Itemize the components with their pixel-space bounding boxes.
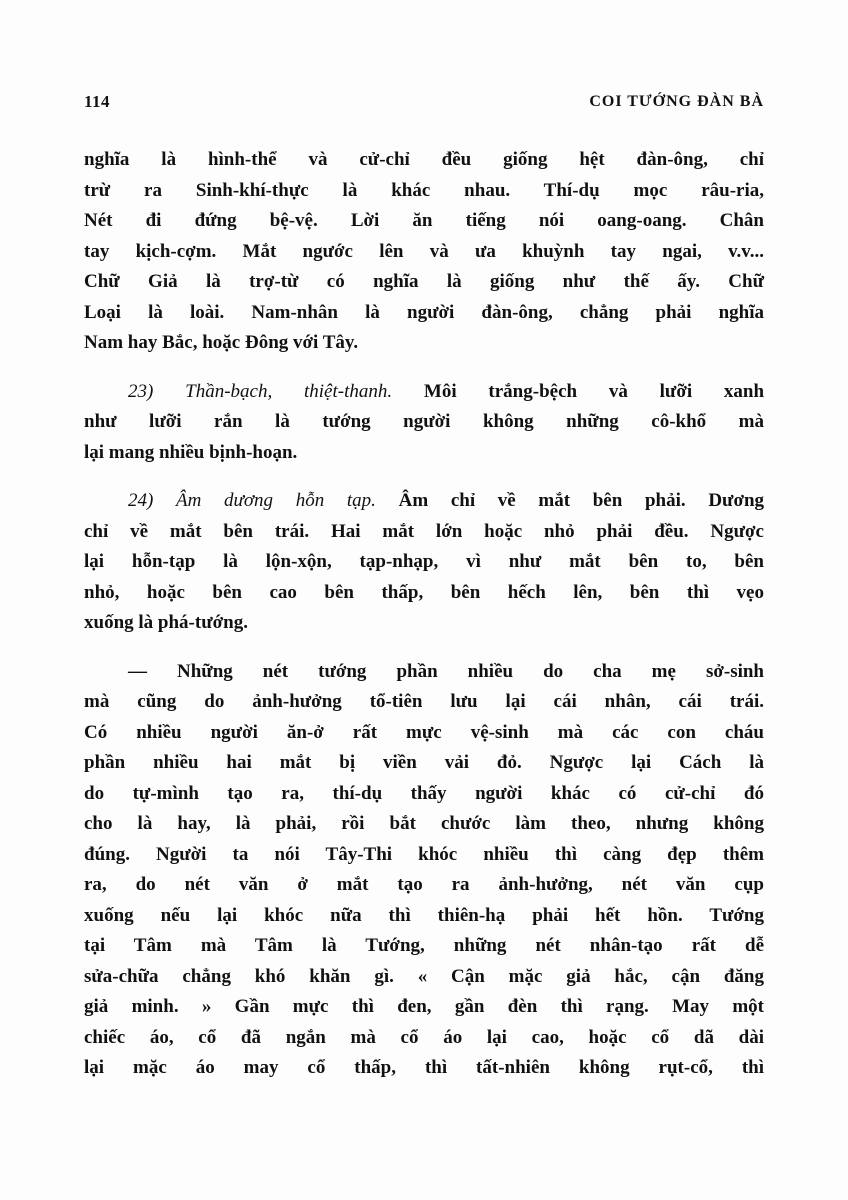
text-line: như lưỡi rắn là tướng người không những cô-khổ mà xyxy=(84,411,764,432)
paragraph-1 xyxy=(84,145,764,359)
text-line: đúng. Người ta nói Tây-Thi khóc nhiều thì càng đẹp thêm xyxy=(84,843,764,865)
item-text: Môi trắng-bệch và lưỡi xanh xyxy=(423,380,765,402)
paragraph-4 xyxy=(84,657,764,1084)
text-line: do tự-mình tạo ra, thí-dụ thấy người khác có cử-chỉ đó xyxy=(84,782,764,804)
text-line: xuống nếu lại khóc nữa thì thiên-hạ phải hết hồn. Tướng xyxy=(84,904,764,926)
text-line: Có nhiều người ăn-ở rất mực vệ-sinh mà các con cháu xyxy=(84,721,764,743)
paragraph-23 xyxy=(84,377,764,469)
text-line: mà cũng do ảnh-hưởng tổ-tiên lưu lại cái nhân, cái trái. xyxy=(84,691,764,712)
text-line: sửa-chữa chẳng khó khăn gì. « Cận mặc giả hắc, cận đăng xyxy=(84,965,764,987)
paragraph-gap xyxy=(84,639,764,657)
paragraph-gap xyxy=(84,468,764,486)
item-heading: Âm dương hỗn tạp. xyxy=(176,490,376,511)
page-number: 114 xyxy=(84,92,111,111)
item-heading: Thần-bạch, thiệt-thanh. xyxy=(185,380,393,402)
text-line: giả minh. » Gần mực thì đen, gần đèn thì rạng. May một xyxy=(84,996,764,1017)
paragraph-gap xyxy=(84,359,764,377)
text-line: Loại là loài. Nam-nhân là người đàn-ông, chẳng phải nghĩa xyxy=(84,301,764,323)
text-line: chiếc áo, cổ đã ngắn mà cổ áo lại cao, hoặc cổ dã dài xyxy=(84,1026,764,1048)
item-number: 24) xyxy=(128,490,154,511)
text-line: lại mặc áo may cổ thấp, thì tất-nhiên không rụt-cổ, thì xyxy=(84,1057,764,1078)
text-line: — Những nét tướng phần nhiều do cha mẹ sở-sinh xyxy=(128,660,764,682)
text-line: Chữ Giả là trợ-từ có nghĩa là giống như thế ấy. Chữ xyxy=(84,271,764,292)
text-line: trừ ra Sinh-khí-thực là khác nhau. Thí-dụ mọc râu-ria, xyxy=(84,179,764,201)
text-line xyxy=(84,486,764,517)
text-line: ra, do nét văn ở mắt tạo ra ảnh-hưởng, nét văn cụp xyxy=(84,874,764,895)
text-line: xuống là phá-tướng. xyxy=(84,612,248,633)
text-line xyxy=(84,377,764,408)
text-line: tay kịch-cợm. Mắt ngước lên và ưa khuỳnh tay ngai, v.v... xyxy=(84,240,764,262)
text-line: phần nhiều hai mắt bị viền vải đỏ. Ngược lại Cách là xyxy=(84,752,764,773)
text-line: chỉ về mắt bên trái. Hai mắt lớn hoặc nhỏ phải đều. Ngược xyxy=(84,520,764,542)
paragraph-24 xyxy=(84,486,764,639)
text-line: lại mang nhiều bịnh-hoạn. xyxy=(84,441,298,463)
text-line: Nét đi đứng bệ-vệ. Lời ăn tiếng nói oang-oang. Chân xyxy=(84,210,764,231)
page-body xyxy=(84,145,764,1084)
text-line: tại Tâm mà Tâm là Tướng, những nét nhân-tạo rất dễ xyxy=(84,935,764,956)
text-line: lại hỗn-tạp là lộn-xộn, tạp-nhạp, vì như mắt bên to, bên xyxy=(84,551,764,572)
text-line: nghĩa là hình-thể và cử-chỉ đều giống hệt đàn-ông, chỉ xyxy=(84,149,764,170)
page-header xyxy=(84,88,764,116)
text-line: Nam hay Bắc, hoặc Đông với Tây. xyxy=(84,332,359,353)
item-text: Âm chỉ về mắt bên phải. Dương xyxy=(398,490,765,511)
item-number: 23) xyxy=(128,380,154,402)
running-title: COI TƯỚNG ĐÀN BÀ xyxy=(589,93,764,110)
text-line: cho là hay, là phải, rồi bắt chước làm theo, nhưng không xyxy=(84,813,764,834)
text-line: nhỏ, hoặc bên cao bên thấp, bên hếch lên, bên thì vẹo xyxy=(84,581,764,603)
